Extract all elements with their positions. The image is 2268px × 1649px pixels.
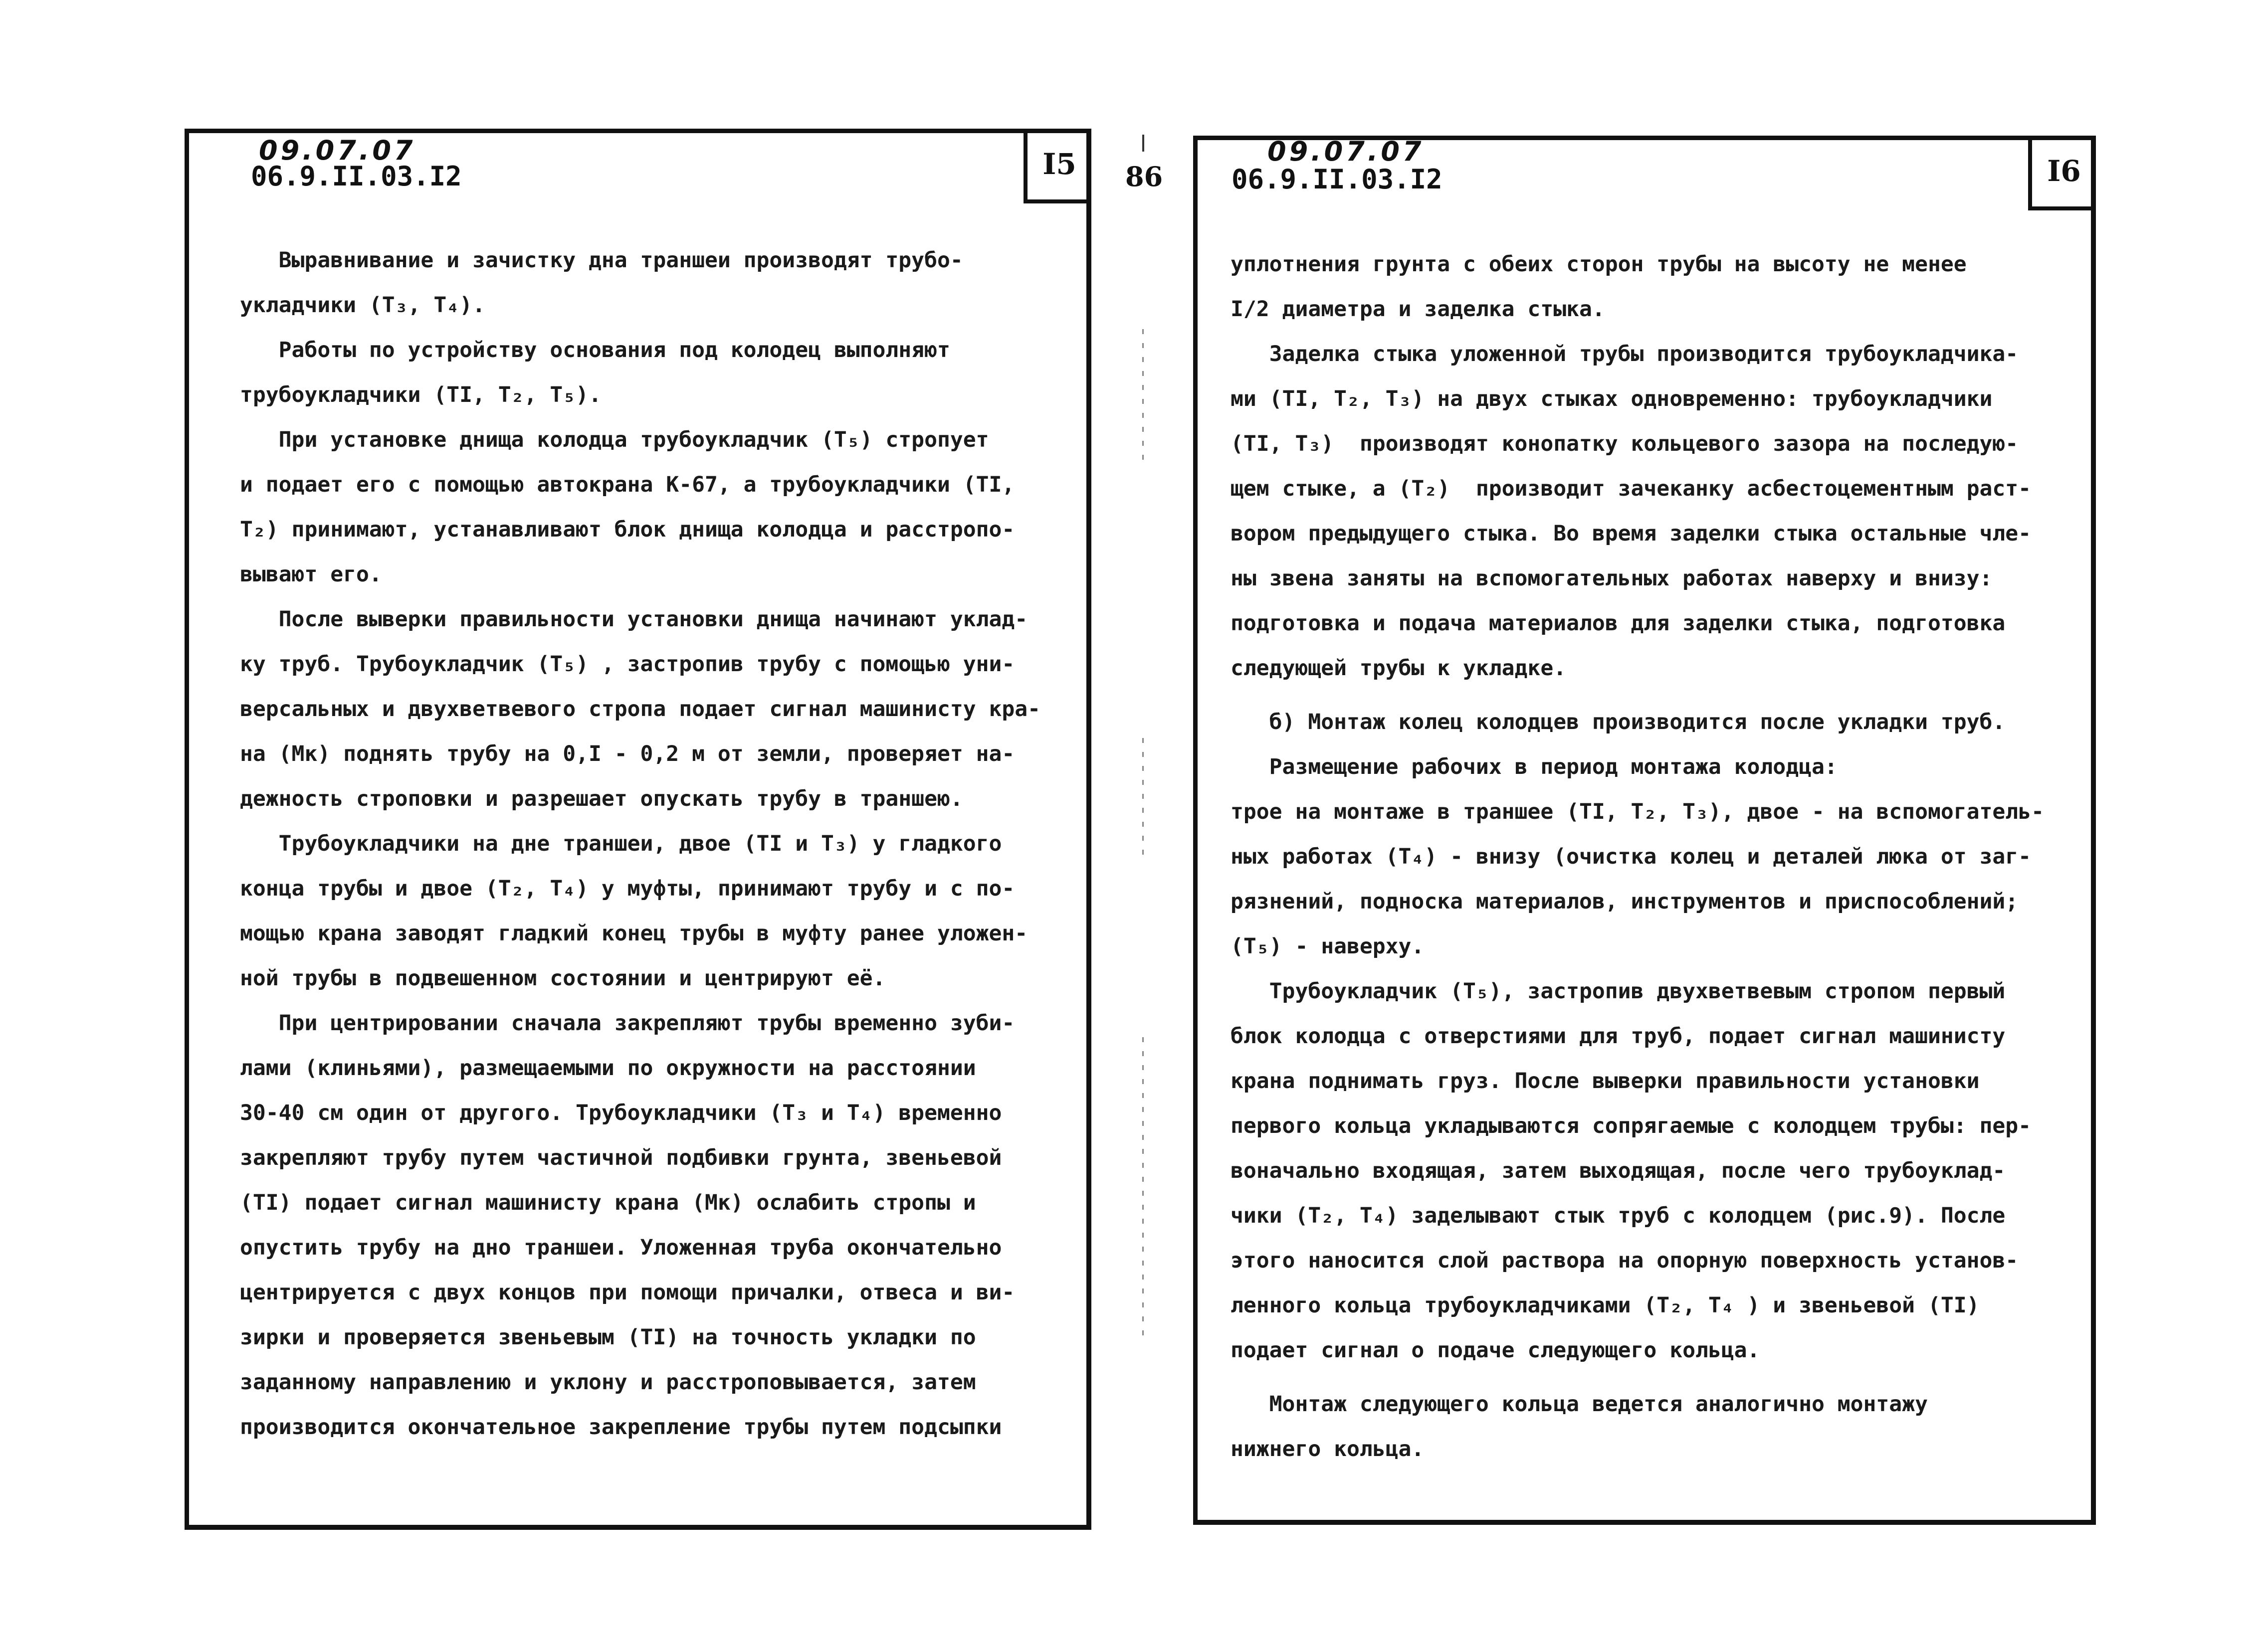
text-line: трубоукладчики (ТΙ, Т₂, Т₅). <box>240 382 602 407</box>
text-line: При установке днища колодца трубоукладчик (Т₅) стропует <box>240 427 989 452</box>
text-line: укладчики (Т₃, Т₄). <box>240 293 485 318</box>
page-number-box <box>1024 129 1091 203</box>
text-line: конца трубы и двое (Т₂, Т₄) у муфты, принимают трубу и с по- <box>240 876 1015 901</box>
text-line: следующей трубы к укладке. <box>1231 656 1567 681</box>
binding-dashes <box>1142 738 1144 858</box>
text-line: вором предыдущего стыка. Во время заделки стыка остальные чле- <box>1231 521 2032 546</box>
body-text <box>240 238 1040 1450</box>
text-line: ных работах (Т₄) - внизу (очистка колец и деталей люка от заг- <box>1231 844 2032 869</box>
text-line: ной трубы в подвешенном состоянии и центрируют её. <box>240 966 886 991</box>
text-line: I/2 диаметра и заделка стыка. <box>1231 297 1605 322</box>
sheet-number: 86 <box>1125 161 1163 192</box>
text-line: (Т₅) - наверху. <box>1231 934 1425 959</box>
text-line: мощью крана заводят гладкий конец трубы в муфту ранее уложен- <box>240 921 1028 946</box>
text-line: трое на монтаже в траншее (ТΙ, Т₂, Т₃), двое - на вспомогатель- <box>1231 799 2044 824</box>
page-number-box <box>2028 136 2096 210</box>
body-text <box>1231 242 2044 1471</box>
text-line: Монтаж следующего кольца ведется аналогично монтажу <box>1231 1392 1928 1417</box>
page-number: I6 <box>2047 154 2081 188</box>
text-line: закрепляют трубу путем частичной подбивки грунта, звеньевой <box>240 1145 1002 1170</box>
text-line: версальных и двухветвевого стропа подает сигнал машинисту кра- <box>240 697 1041 722</box>
text-line: подготовка и подача материалов для заделки стыка, подготовка <box>1231 611 2006 636</box>
text-line: вывают его. <box>240 562 382 587</box>
text-line: ленного кольца трубоукладчиками (Т₂, Т₄ ) и звеньевой (ТΙ) <box>1231 1293 1980 1318</box>
text-line: Размещение рабочих в период монтажа колодца: <box>1231 754 1838 779</box>
binding-tick-mark <box>1142 135 1144 152</box>
text-line: После выверки правильности установки днища начинают уклад- <box>240 607 1028 632</box>
text-line: воначально входящая, затем выходящая, после чего трубоуклад- <box>1231 1158 2006 1183</box>
binding-dashes <box>1142 329 1144 469</box>
text-line: ми (ТΙ, Т₂, Т₃) на двух стыках одновременно: трубоукладчики <box>1231 386 1993 411</box>
text-line: этого наносится слой раствора на опорную поверхность установ- <box>1231 1248 2019 1273</box>
text-line: первого кольца укладываются сопрягаемые с колодцем трубы: пер- <box>1231 1113 2032 1138</box>
document-code: 06.9.II.03.I2 <box>251 161 462 192</box>
text-line: Трубоукладчик (Т₅), застропив двухветвевым стропом первый <box>1231 979 2006 1004</box>
document-date: 09.07.07 <box>259 135 416 166</box>
text-line: блок колодца с отверстиями для труб, подает сигнал машинисту <box>1231 1024 2006 1049</box>
text-line: 30-40 см один от другого. Трубоукладчики (Т₃ и Т₄) временно <box>240 1100 1002 1125</box>
text-line: Выравнивание и зачистку дна траншеи производят трубо- <box>240 248 963 273</box>
document-code: 06.9.II.03.I2 <box>1232 164 1443 195</box>
binding-dashes <box>1142 1037 1144 1336</box>
text-line: и подает его с помощью автокрана К-67, а трубоукладчики (ТΙ, <box>240 472 1015 497</box>
text-line: дежность строповки и разрешает опускать трубу в траншею. <box>240 786 963 811</box>
text-line: центрируется с двух концов при помощи причалки, отвеса и ви- <box>240 1280 1015 1305</box>
text-line: ны звена заняты на вспомогательных работах наверху и внизу: <box>1231 566 1993 591</box>
text-line: подает сигнал о подаче следующего кольца. <box>1231 1338 1760 1363</box>
text-line: нижнего кольца. <box>1231 1437 1425 1462</box>
text-line: чики (Т₂, Т₄) заделывают стык труб с колодцем (рис.9). После <box>1231 1203 2006 1228</box>
text-line: б) Монтаж колец колодцев производится после укладки труб. <box>1231 710 2006 734</box>
document-date: 09.07.07 <box>1267 136 1425 167</box>
text-line: Трубоукладчики на дне траншеи, двое (ТΙ и Т₃) у гладкого <box>240 831 1002 856</box>
text-line: производится окончательное закрепление трубы путем подсыпки <box>240 1415 1002 1440</box>
text-line: При центрировании сначала закрепляют трубы временно зуби- <box>240 1011 1015 1036</box>
text-line: рязнений, подноска материалов, инструментов и приспособлений; <box>1231 889 2019 914</box>
text-line: уплотнения грунта с обеих сторон трубы на высоту не менее <box>1231 252 1967 277</box>
right-page <box>1193 136 2096 1525</box>
left-page <box>185 129 1091 1530</box>
text-line: щем стыке, а (Т₂) производит зачеканку асбестоцементным раст- <box>1231 476 2032 501</box>
text-line: (ТΙ, Т₃) производят конопатку кольцевого зазора на последую- <box>1231 431 2019 456</box>
page-number: I5 <box>1042 147 1076 181</box>
text-line: зирки и проверяется звеньевым (ТΙ) на точность укладки по <box>240 1325 976 1350</box>
text-line: заданному направлению и уклону и расстроповывается, затем <box>240 1370 976 1395</box>
text-line: лами (клиньями), размещаемыми по окружности на расстоянии <box>240 1056 976 1081</box>
text-line: опустить трубу на дно траншеи. Уложенная труба окончательно <box>240 1235 1002 1260</box>
text-line: Работы по устройству основания под колодец выполняют <box>240 338 950 363</box>
text-line: крана поднимать груз. После выверки правильности установки <box>1231 1069 1980 1094</box>
text-line: на (Мк) поднять трубу на 0,I - 0,2 м от земли, проверяет на- <box>240 741 1015 766</box>
text-line: Заделка стыка уложенной трубы производится трубоукладчика- <box>1231 342 2019 366</box>
text-line: (ТΙ) подает сигнал машинисту крана (Мк) ослабить стропы и <box>240 1190 976 1215</box>
text-line: Т₂) принимают, устанавливают блок днища колодца и расстропо- <box>240 517 1015 542</box>
text-line: ку труб. Трубоукладчик (Т₅) , застропив трубу с помощью уни- <box>240 652 1015 677</box>
